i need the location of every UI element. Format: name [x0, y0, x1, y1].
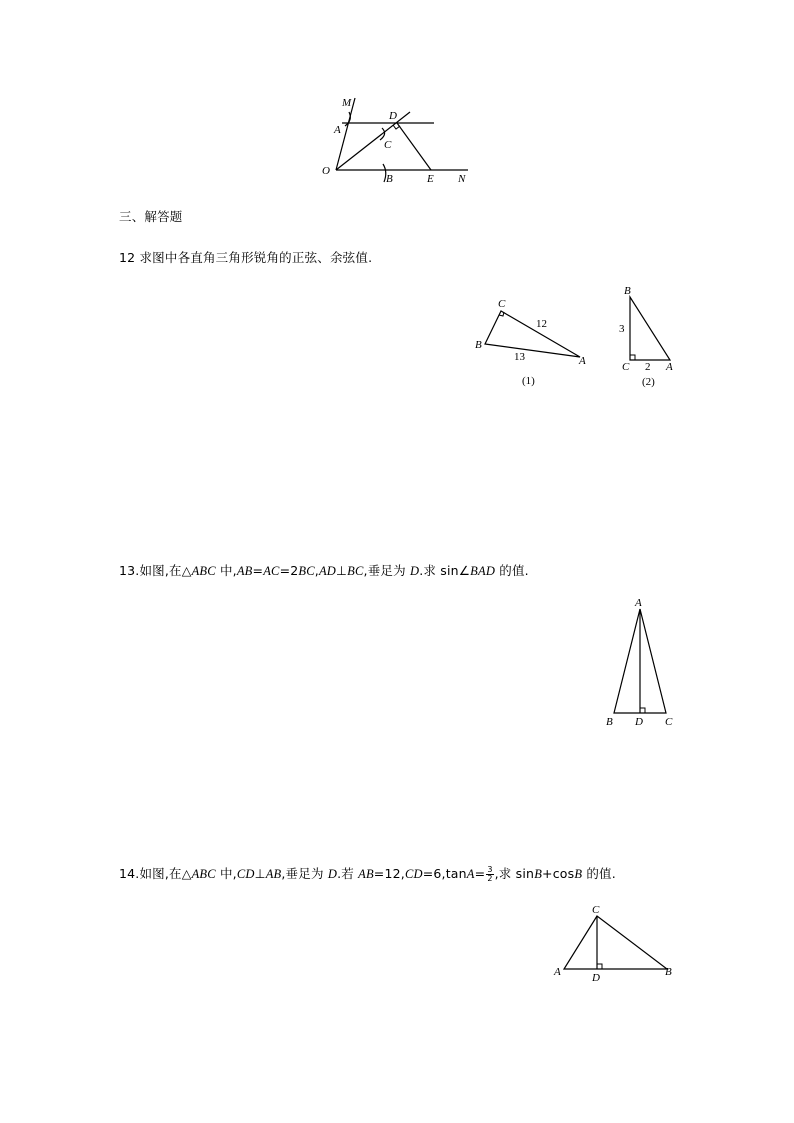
question-14-text: 14.如图,在△ABC 中,CD⊥AB,垂足为 D.若 AB=12,CD=6,tanA= $\frac{3}{2}$ ,求 sinB+cosB 的值.: [119, 865, 616, 883]
fig1-side-12: 12: [536, 318, 547, 330]
q14-label-A: A: [554, 966, 561, 978]
label-M: M: [342, 97, 352, 109]
q13-figure: [600, 594, 684, 732]
label-A: A: [334, 124, 341, 136]
q14-figure: [550, 900, 680, 984]
fig2-label-B: B: [624, 285, 631, 297]
fraction-three-halves: $\frac{3}{2}$: [487, 865, 493, 883]
q13-label-A: A: [635, 597, 642, 609]
label-N: N: [458, 173, 466, 185]
section-heading: 三、解答题: [119, 209, 183, 224]
question-12-text: 12 求图中各直角三角形锐角的正弦、余弦值.: [119, 250, 373, 265]
q14-label-D: D: [592, 972, 600, 984]
q13-label-C: C: [665, 716, 673, 728]
label-B: B: [386, 173, 393, 185]
fig1-label-C: C: [498, 298, 506, 310]
question-13-text: 13.如图,在△ABC 中,AB=AC=2BC,AD⊥BC,垂足为 D.求 sin∠BAD 的值.: [119, 563, 529, 578]
fig2-side-3: 3: [619, 323, 625, 335]
q14-label-C: C: [592, 904, 600, 916]
label-O: O: [322, 165, 330, 177]
fig1-label-B: B: [475, 339, 482, 351]
q13-label-D: D: [635, 716, 643, 728]
fig2-side-2: 2: [645, 361, 651, 373]
fig1-label-A: A: [579, 355, 586, 367]
fig2-label-C: C: [622, 361, 630, 373]
label-D: D: [389, 110, 397, 122]
q13-label-B: B: [606, 716, 613, 728]
figure-top-construction: [310, 88, 490, 192]
fig2-caption: (2): [642, 376, 655, 388]
label-E: E: [427, 173, 434, 185]
fig2-label-A: A: [666, 361, 673, 373]
fig1-caption: (1): [522, 375, 535, 387]
label-C: C: [384, 139, 392, 151]
q12-figure-2: [614, 282, 686, 390]
q12-figure-1: [470, 296, 596, 391]
q14-label-B: B: [665, 966, 672, 978]
fig1-side-13: 13: [514, 351, 525, 363]
